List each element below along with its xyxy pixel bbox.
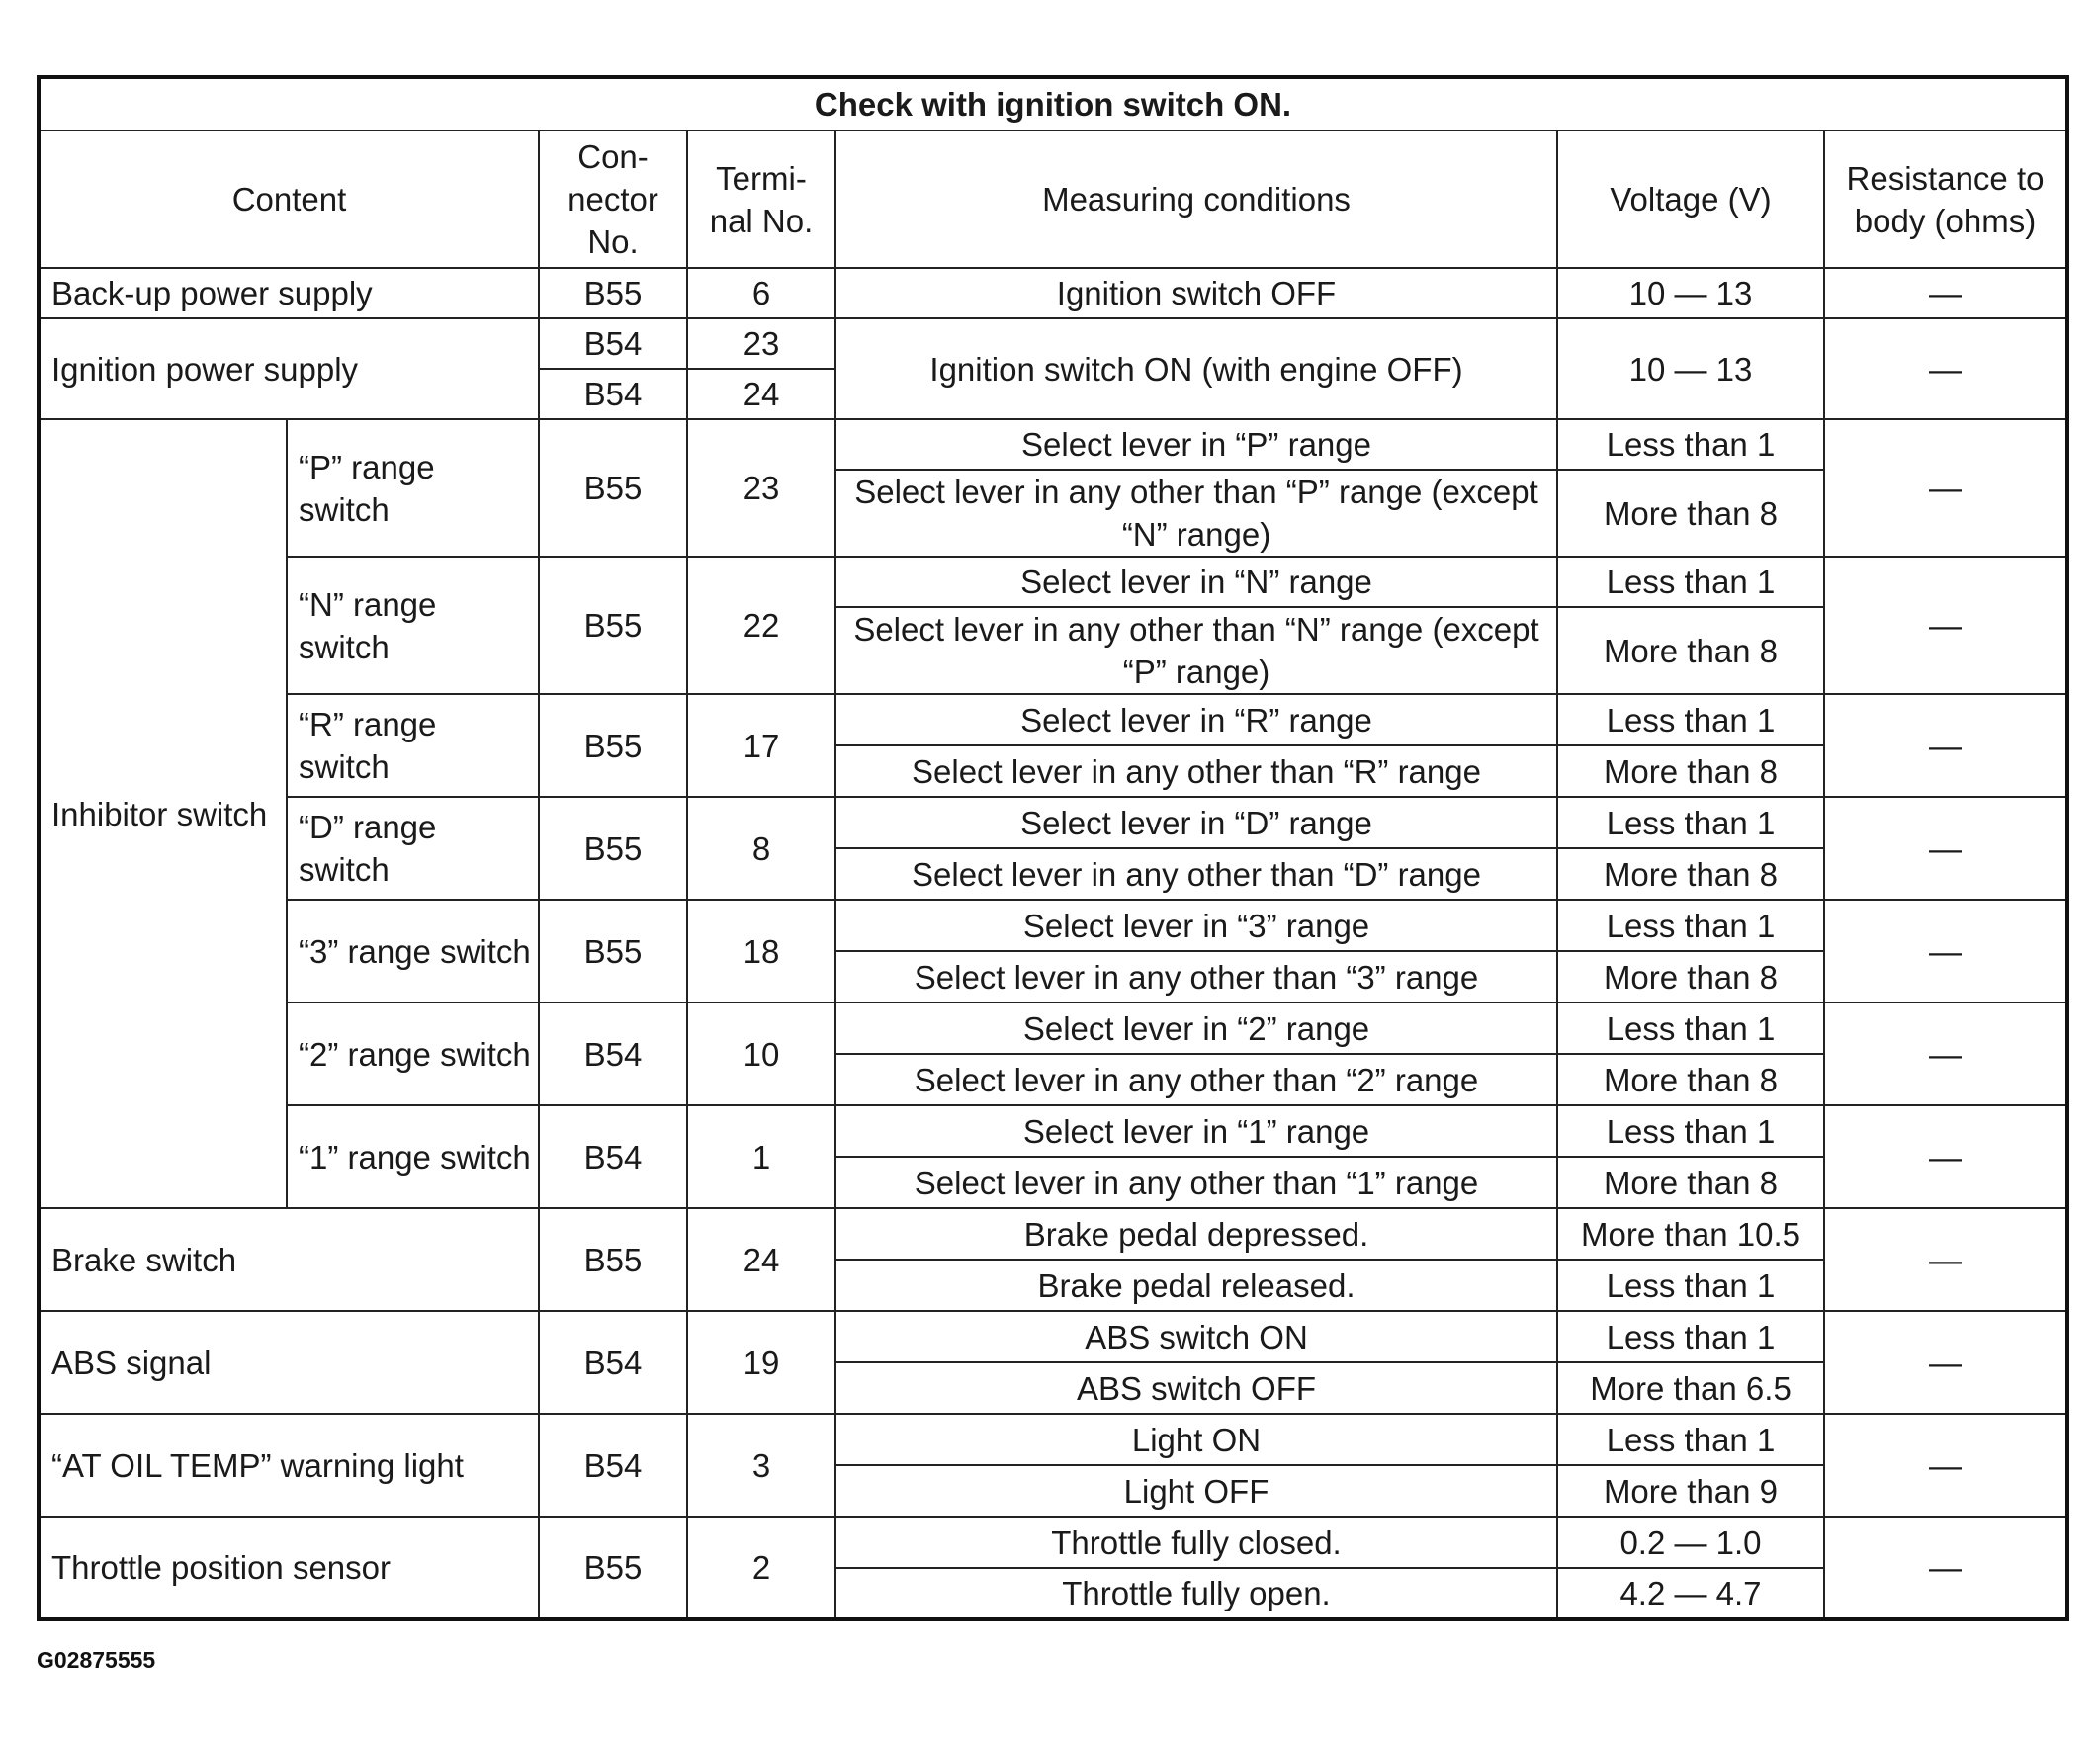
table-row	[39, 1002, 2067, 1054]
resistance-cell: —	[1824, 900, 2067, 1002]
header-conditions: Measuring conditions	[835, 131, 1557, 268]
range-switch-name: “P” range switch	[287, 419, 539, 557]
condition-cell: Select lever in “D” range	[835, 797, 1557, 848]
connector-cell: B54	[539, 1311, 687, 1414]
condition-cell: Select lever in any other than “N” range (except “P” range)	[835, 607, 1557, 694]
header-terminal: Termi- nal No.	[687, 131, 835, 268]
table-title: Check with ignition switch ON.	[39, 77, 2067, 131]
content-cell: Ignition power supply	[39, 318, 539, 419]
connector-cell: B55	[539, 419, 687, 557]
resistance-cell: —	[1824, 1517, 2067, 1619]
table-row	[39, 419, 2067, 470]
voltage-cell: 10 — 13	[1557, 318, 1824, 419]
range-switch-name: “R” range switch	[287, 694, 539, 797]
connector-cell: B54	[539, 1002, 687, 1105]
terminal-cell: 24	[687, 369, 835, 419]
condition-cell: Select lever in “2” range	[835, 1002, 1557, 1054]
table-row	[39, 900, 2067, 951]
condition-cell: ABS switch OFF	[835, 1362, 1557, 1414]
connector-cell: B54	[539, 1414, 687, 1517]
connector-cell: B55	[539, 900, 687, 1002]
condition-cell: Select lever in any other than “3” range	[835, 951, 1557, 1002]
condition-cell: Brake pedal depressed.	[835, 1208, 1557, 1260]
terminal-cell: 22	[687, 557, 835, 694]
voltage-cell: Less than 1	[1557, 900, 1824, 951]
voltage-cell: Less than 1	[1557, 1105, 1824, 1157]
content-cell: Brake switch	[39, 1208, 539, 1311]
resistance-cell: —	[1824, 1105, 2067, 1208]
terminal-cell: 3	[687, 1414, 835, 1517]
voltage-cell: More than 8	[1557, 1157, 1824, 1208]
connector-cell: B55	[539, 557, 687, 694]
table-row	[39, 318, 2067, 369]
table-row	[39, 1311, 2067, 1362]
terminal-cell: 8	[687, 797, 835, 900]
range-switch-name: “D” range switch	[287, 797, 539, 900]
figure-code: G02875555	[37, 1647, 156, 1673]
table-row	[39, 1105, 2067, 1157]
condition-cell: ABS switch ON	[835, 1311, 1557, 1362]
resistance-cell: —	[1824, 419, 2067, 557]
connector-cell: B55	[539, 694, 687, 797]
header-resistance: Resistance to body (ohms)	[1824, 131, 2067, 268]
voltage-cell: Less than 1	[1557, 1311, 1824, 1362]
voltage-cell: More than 10.5	[1557, 1208, 1824, 1260]
voltage-cell: More than 8	[1557, 470, 1824, 557]
resistance-cell: —	[1824, 318, 2067, 419]
table-row	[39, 1414, 2067, 1465]
inhibitor-switch-label: Inhibitor switch	[39, 419, 287, 1208]
content-cell: “AT OIL TEMP” warning light	[39, 1414, 539, 1517]
terminal-cell: 2	[687, 1517, 835, 1619]
voltage-cell: 0.2 — 1.0	[1557, 1517, 1824, 1568]
connector-cell: B55	[539, 797, 687, 900]
resistance-cell: —	[1824, 1002, 2067, 1105]
resistance-cell: —	[1824, 694, 2067, 797]
table-row	[39, 1208, 2067, 1260]
inspection-table	[37, 75, 2069, 1621]
table-row	[39, 557, 2067, 607]
voltage-cell: More than 8	[1557, 607, 1824, 694]
voltage-cell: Less than 1	[1557, 419, 1824, 470]
terminal-cell: 23	[687, 318, 835, 369]
voltage-cell: More than 8	[1557, 848, 1824, 900]
condition-cell: Ignition switch ON (with engine OFF)	[835, 318, 1557, 419]
voltage-cell: Less than 1	[1557, 1002, 1824, 1054]
header-voltage: Voltage (V)	[1557, 131, 1824, 268]
voltage-cell: Less than 1	[1557, 694, 1824, 745]
header-content: Content	[39, 131, 539, 268]
resistance-cell: —	[1824, 1414, 2067, 1517]
connector-cell: B54	[539, 318, 687, 369]
terminal-cell: 24	[687, 1208, 835, 1311]
condition-cell: Select lever in any other than “R” range	[835, 745, 1557, 797]
voltage-cell: 4.2 — 4.7	[1557, 1568, 1824, 1619]
range-switch-name: “1” range switch	[287, 1105, 539, 1208]
voltage-cell: Less than 1	[1557, 1414, 1824, 1465]
condition-cell: Select lever in “3” range	[835, 900, 1557, 951]
terminal-cell: 6	[687, 268, 835, 318]
table-title-row	[39, 77, 2067, 131]
condition-cell: Select lever in any other than “1” range	[835, 1157, 1557, 1208]
table-row	[39, 797, 2067, 848]
voltage-cell: Less than 1	[1557, 797, 1824, 848]
condition-cell: Select lever in “N” range	[835, 557, 1557, 607]
content-cell: ABS signal	[39, 1311, 539, 1414]
voltage-cell: More than 8	[1557, 745, 1824, 797]
condition-cell: Select lever in any other than “D” range	[835, 848, 1557, 900]
condition-cell: Light OFF	[835, 1465, 1557, 1517]
terminal-cell: 1	[687, 1105, 835, 1208]
voltage-cell: More than 8	[1557, 951, 1824, 1002]
connector-cell: B55	[539, 268, 687, 318]
condition-cell: Select lever in “P” range	[835, 419, 1557, 470]
terminal-cell: 18	[687, 900, 835, 1002]
condition-cell: Throttle fully closed.	[835, 1517, 1557, 1568]
table-row	[39, 1517, 2067, 1568]
resistance-cell: —	[1824, 1311, 2067, 1414]
terminal-cell: 10	[687, 1002, 835, 1105]
table-row	[39, 694, 2067, 745]
condition-cell: Throttle fully open.	[835, 1568, 1557, 1619]
voltage-cell: More than 6.5	[1557, 1362, 1824, 1414]
condition-cell: Light ON	[835, 1414, 1557, 1465]
range-switch-name: “N” range switch	[287, 557, 539, 694]
voltage-cell: More than 9	[1557, 1465, 1824, 1517]
table-row	[39, 268, 2067, 318]
range-switch-name: “2” range switch	[287, 1002, 539, 1105]
connector-cell: B54	[539, 369, 687, 419]
condition-cell: Select lever in “R” range	[835, 694, 1557, 745]
condition-cell: Select lever in any other than “2” range	[835, 1054, 1557, 1105]
resistance-cell: —	[1824, 797, 2067, 900]
connector-cell: B55	[539, 1517, 687, 1619]
range-switch-name: “3” range switch	[287, 900, 539, 1002]
terminal-cell: 17	[687, 694, 835, 797]
header-connector: Con- nector No.	[539, 131, 687, 268]
connector-cell: B54	[539, 1105, 687, 1208]
condition-cell: Select lever in any other than “P” range (except “N” range)	[835, 470, 1557, 557]
resistance-cell: —	[1824, 1208, 2067, 1311]
condition-cell: Select lever in “1” range	[835, 1105, 1557, 1157]
voltage-cell: More than 8	[1557, 1054, 1824, 1105]
content-cell: Throttle position sensor	[39, 1517, 539, 1619]
voltage-cell: Less than 1	[1557, 1260, 1824, 1311]
condition-cell: Ignition switch OFF	[835, 268, 1557, 318]
resistance-cell: —	[1824, 268, 2067, 318]
content-cell: Back-up power supply	[39, 268, 539, 318]
resistance-cell: —	[1824, 557, 2067, 694]
condition-cell: Brake pedal released.	[835, 1260, 1557, 1311]
voltage-cell: 10 — 13	[1557, 268, 1824, 318]
terminal-cell: 19	[687, 1311, 835, 1414]
voltage-cell: Less than 1	[1557, 557, 1824, 607]
connector-cell: B55	[539, 1208, 687, 1311]
table-header-row	[39, 131, 2067, 268]
terminal-cell: 23	[687, 419, 835, 557]
